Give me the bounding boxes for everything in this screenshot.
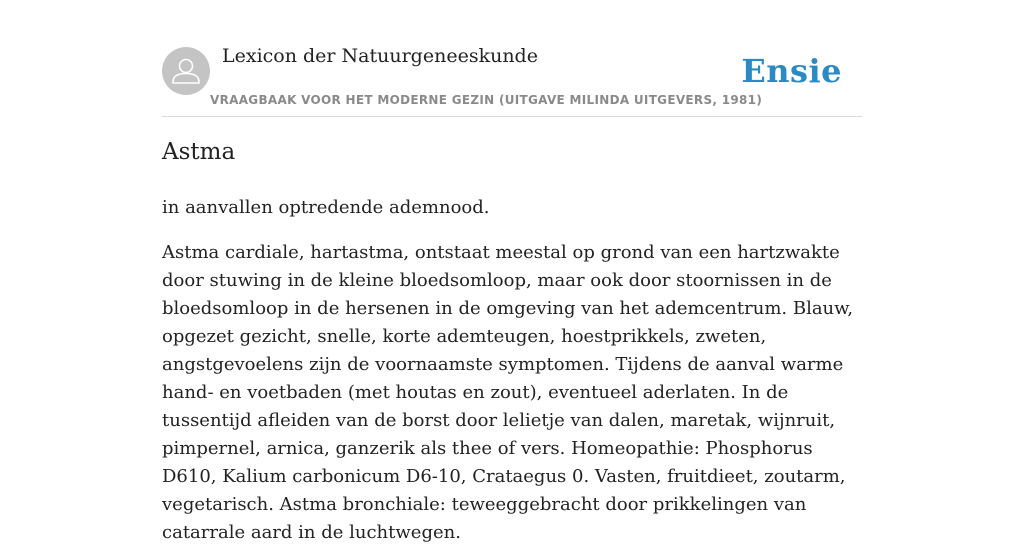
article-title: Astma — [162, 139, 236, 165]
user-placeholder-icon[interactable] — [162, 47, 210, 95]
article-definition: in aanvallen optredende ademnood. — [162, 197, 490, 218]
ensie-logo[interactable]: Ensie — [741, 52, 842, 90]
source-header — [162, 0, 862, 117]
content-column — [162, 0, 862, 543]
source-title[interactable]: Lexicon der Natuurgeneeskunde — [222, 45, 538, 67]
article-body: Astma cardiale, hartastma, ontstaat meestal op grond van een hartzwakte door stuwing in de kleine bloedsomloop, maar ook door stoornissen in de bloedsomloop in de hersenen in de omgeving van het ademcentrum. Blauw, opgezet gezicht, snelle, korte ademteugen, hoestprikkels, zweten, angstgevoelens zijn de voornaamste symptomen. Tijdens de aanval warme hand- en voetbaden (met houtas en zout), eventueel aderlaten. In de tussentijd afleiden van de borst door lelietje van dalen, maretak, wijnruit, pimpernel, arnica, ganzerik als thee of vers. Homeopathie: Phosphorus D610, Kalium carbonicum D6-10, Crataegus 0. Vasten, fruitdieet, zoutarm, vegetarisch. Astma bronchiale: teweeggebracht door prikkelingen van catarrale aard in de luchtwegen. — [162, 242, 854, 543]
source-subtitle: VRAAGBAAK VOOR HET MODERNE GEZIN (UITGAVE MILINDA UITGEVERS, 1981) — [210, 93, 763, 107]
